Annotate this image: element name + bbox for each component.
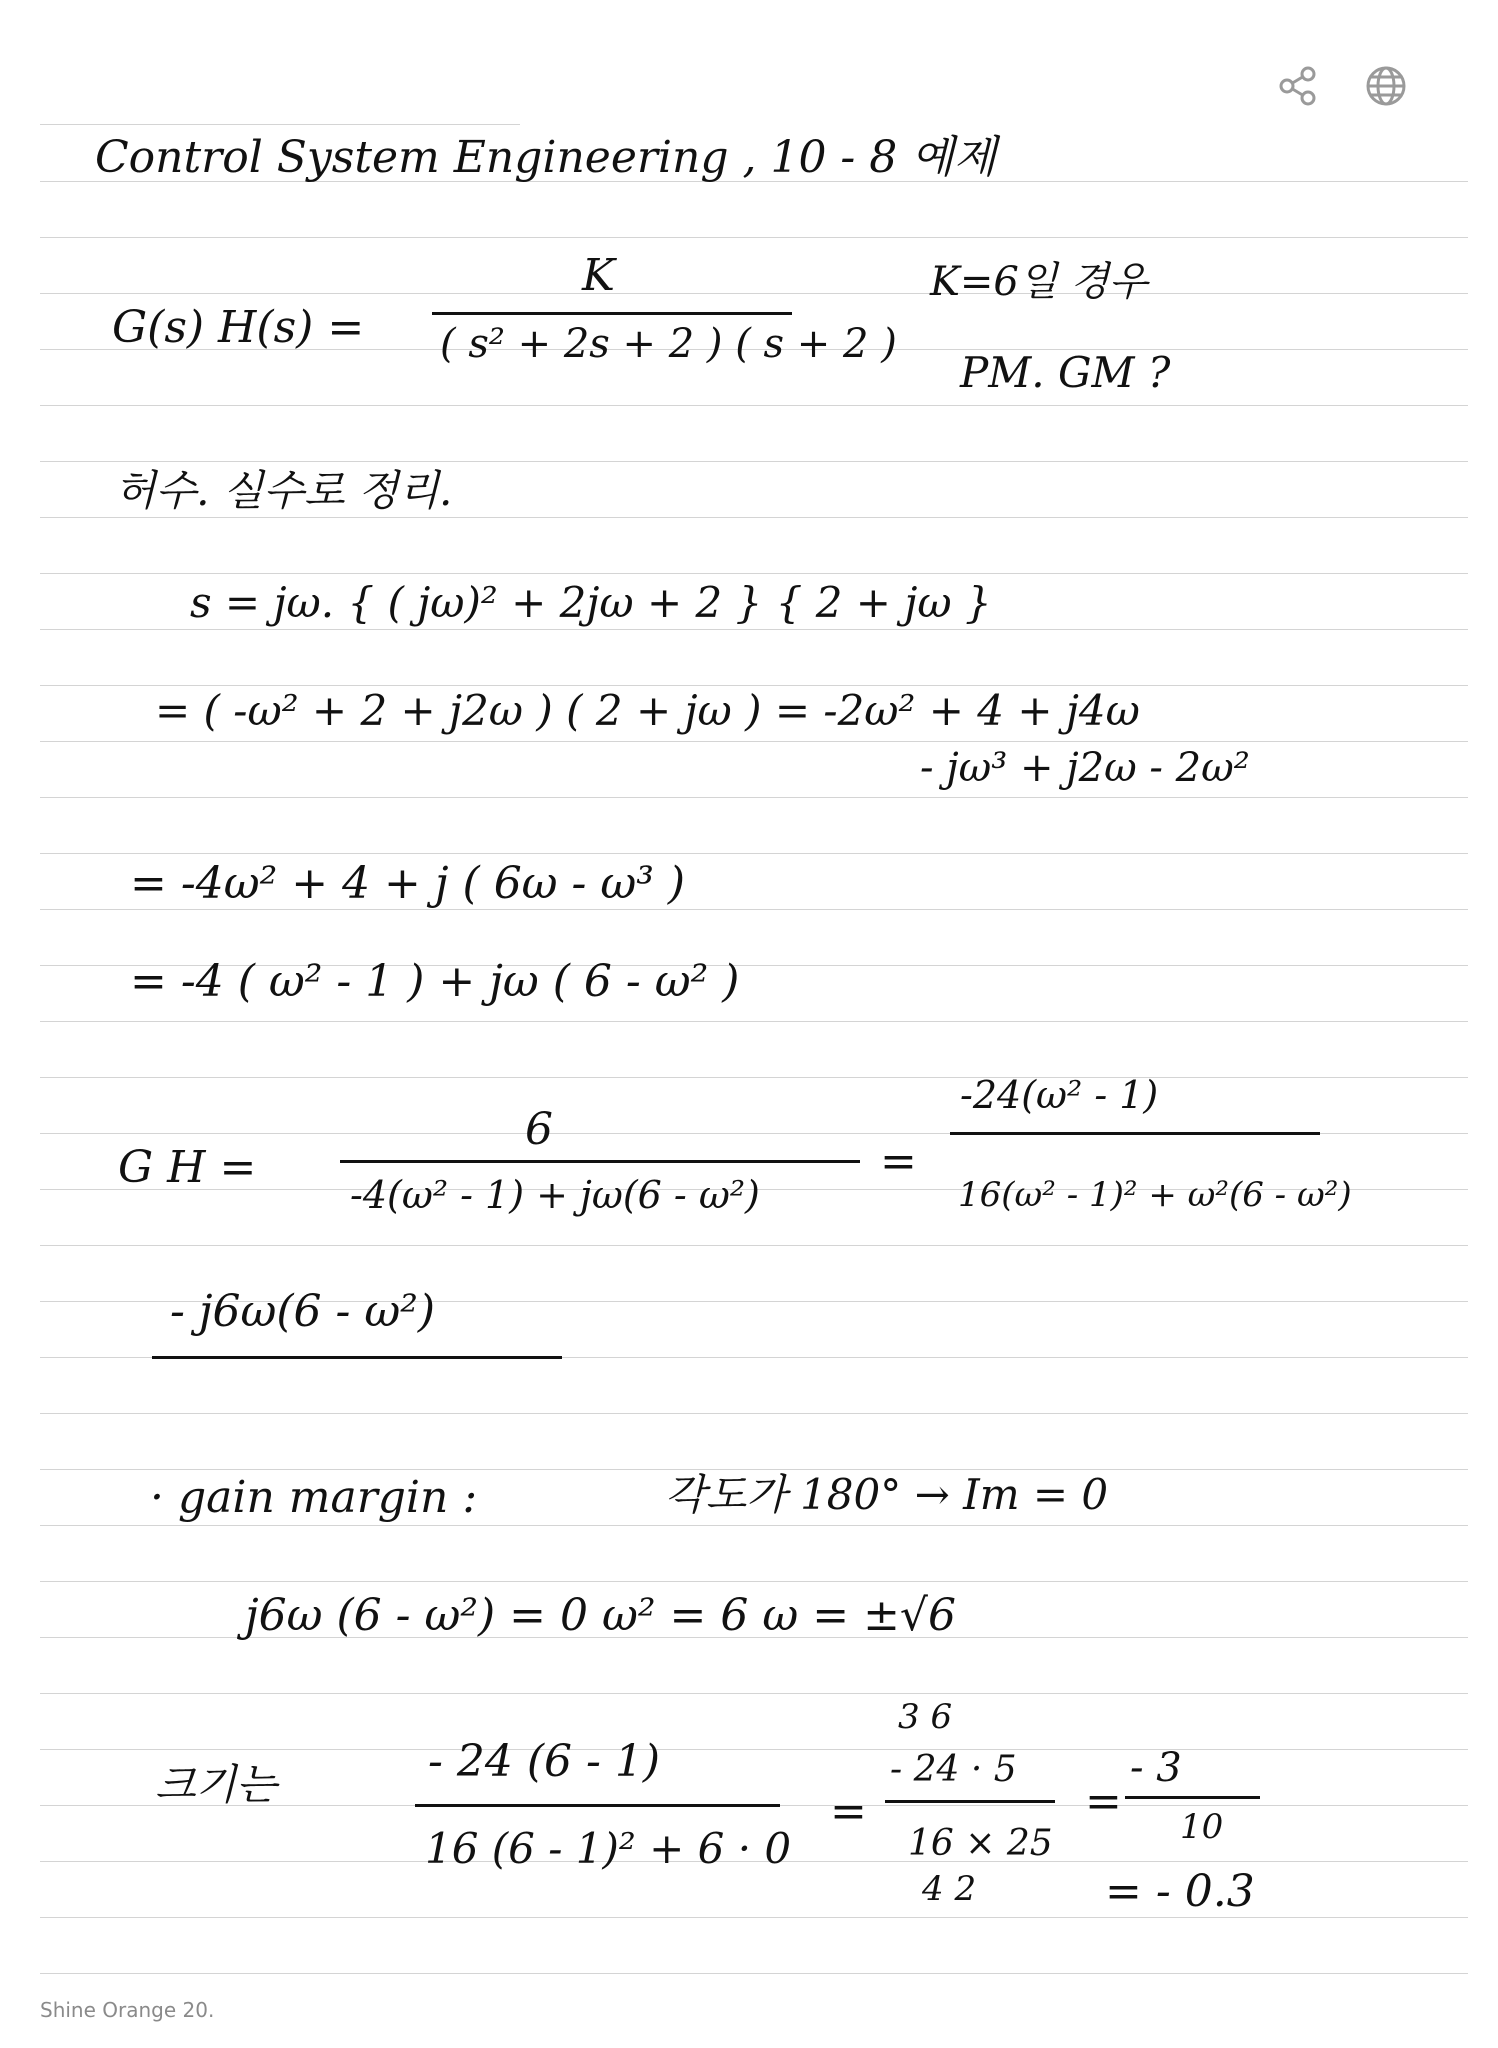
gh-equals: = xyxy=(880,1136,917,1187)
share-button[interactable] xyxy=(1268,56,1328,116)
ruled-line xyxy=(40,797,1468,798)
ruled-line xyxy=(40,405,1468,406)
gh-right-numerator: -24(ω² - 1) xyxy=(960,1073,1159,1117)
ruled-line xyxy=(40,461,1468,462)
mag-equals: = xyxy=(830,1786,867,1837)
ruled-line xyxy=(40,853,1468,854)
mag-fraction-bar xyxy=(415,1804,780,1807)
mag-denominator: 16 (6 - 1)² + 6 · 0 xyxy=(425,1824,792,1873)
mag-cancel-bottom: 4 2 xyxy=(922,1869,977,1909)
given-question: PM. GM ? xyxy=(960,348,1171,397)
gh-continuation: - j6ω(6 - ω²) xyxy=(170,1286,436,1337)
mag-final-value: = - 0.3 xyxy=(1105,1866,1255,1917)
mag-numerator: - 24 (6 - 1) xyxy=(428,1736,660,1787)
mag-result-bar xyxy=(1125,1796,1260,1799)
mag-simplified-bar xyxy=(885,1800,1055,1803)
ruled-line xyxy=(40,1413,1468,1414)
derivation-line: = -4ω² + 4 + j ( 6ω - ω³ ) xyxy=(130,858,686,909)
mag-cancel-top: 3 6 xyxy=(898,1697,953,1737)
gm-condition: 각도가 180° → Im = 0 xyxy=(665,1470,1109,1519)
step-heading: 허수. 실수로 정리. xyxy=(115,466,453,515)
given-k: K=6일 경우 xyxy=(930,259,1148,305)
mag-result-numerator: - 3 xyxy=(1130,1745,1182,1791)
derivation-line: = ( -ω² + 2 + j2ω ) ( 2 + jω ) = -2ω² + 4 + j4ω xyxy=(155,686,1140,735)
gh-numerator: 6 xyxy=(525,1104,553,1155)
note-title: Control System Engineering , 10 - 8 예제 xyxy=(95,132,997,183)
tf-numerator: K xyxy=(582,250,615,301)
gh-underline xyxy=(152,1356,562,1359)
ruled-line xyxy=(40,1917,1468,1918)
mag-equals-2: = xyxy=(1085,1776,1122,1827)
gh-fraction-bar xyxy=(340,1160,860,1163)
gm-heading: · gain margin : xyxy=(150,1472,478,1523)
ruled-line xyxy=(40,1021,1468,1022)
ruled-line xyxy=(40,1693,1468,1694)
tf-denominator: ( s² + 2s + 2 ) ( s + 2 ) xyxy=(440,321,897,367)
tf-lhs: G(s) H(s) = xyxy=(112,302,365,353)
gh-lhs: G H = xyxy=(118,1142,257,1193)
mag-simplified-denominator: 16 × 25 xyxy=(908,1823,1053,1864)
globe-button[interactable] xyxy=(1356,56,1416,116)
ruled-line xyxy=(40,1581,1468,1582)
ruled-line xyxy=(40,293,1468,294)
share-icon xyxy=(1276,64,1320,108)
ruled-line xyxy=(40,1245,1468,1246)
ruled-line xyxy=(40,517,1468,518)
mag-label: 크기는 xyxy=(155,1760,277,1809)
gh-right-denominator: 16(ω² - 1)² + ω²(6 - ω²) xyxy=(958,1175,1352,1215)
ruled-line xyxy=(40,1077,1468,1078)
mag-result-denominator: 10 xyxy=(1180,1807,1224,1847)
ruled-line xyxy=(40,629,1468,630)
ruled-line xyxy=(40,1973,1468,1974)
derivation-line: s = jω. { ( jω)² + 2jω + 2 } { 2 + jω } xyxy=(190,578,992,627)
ruled-line xyxy=(40,124,520,125)
ruled-line xyxy=(40,1749,1468,1750)
ruled-line xyxy=(40,1525,1468,1526)
ruled-line xyxy=(40,909,1468,910)
ruled-line xyxy=(40,741,1468,742)
derivation-line: = -4 ( ω² - 1 ) + jω ( 6 - ω² ) xyxy=(130,956,740,1007)
gh-denominator: -4(ω² - 1) + jω(6 - ω²) xyxy=(350,1173,760,1217)
footer-brand: Shine Orange 20. xyxy=(40,1998,215,2022)
derivation-line: - jω³ + j2ω - 2ω² xyxy=(920,745,1250,791)
ruled-line xyxy=(40,573,1468,574)
ruled-line xyxy=(40,237,1468,238)
gh-right-fraction-bar xyxy=(950,1132,1320,1135)
globe-icon xyxy=(1364,64,1408,108)
tf-fraction-bar xyxy=(432,312,792,315)
mag-simplified-numerator: - 24 · 5 xyxy=(890,1749,1017,1790)
gm-solve: j6ω (6 - ω²) = 0 ω² = 6 ω = ±√6 xyxy=(245,1590,956,1641)
